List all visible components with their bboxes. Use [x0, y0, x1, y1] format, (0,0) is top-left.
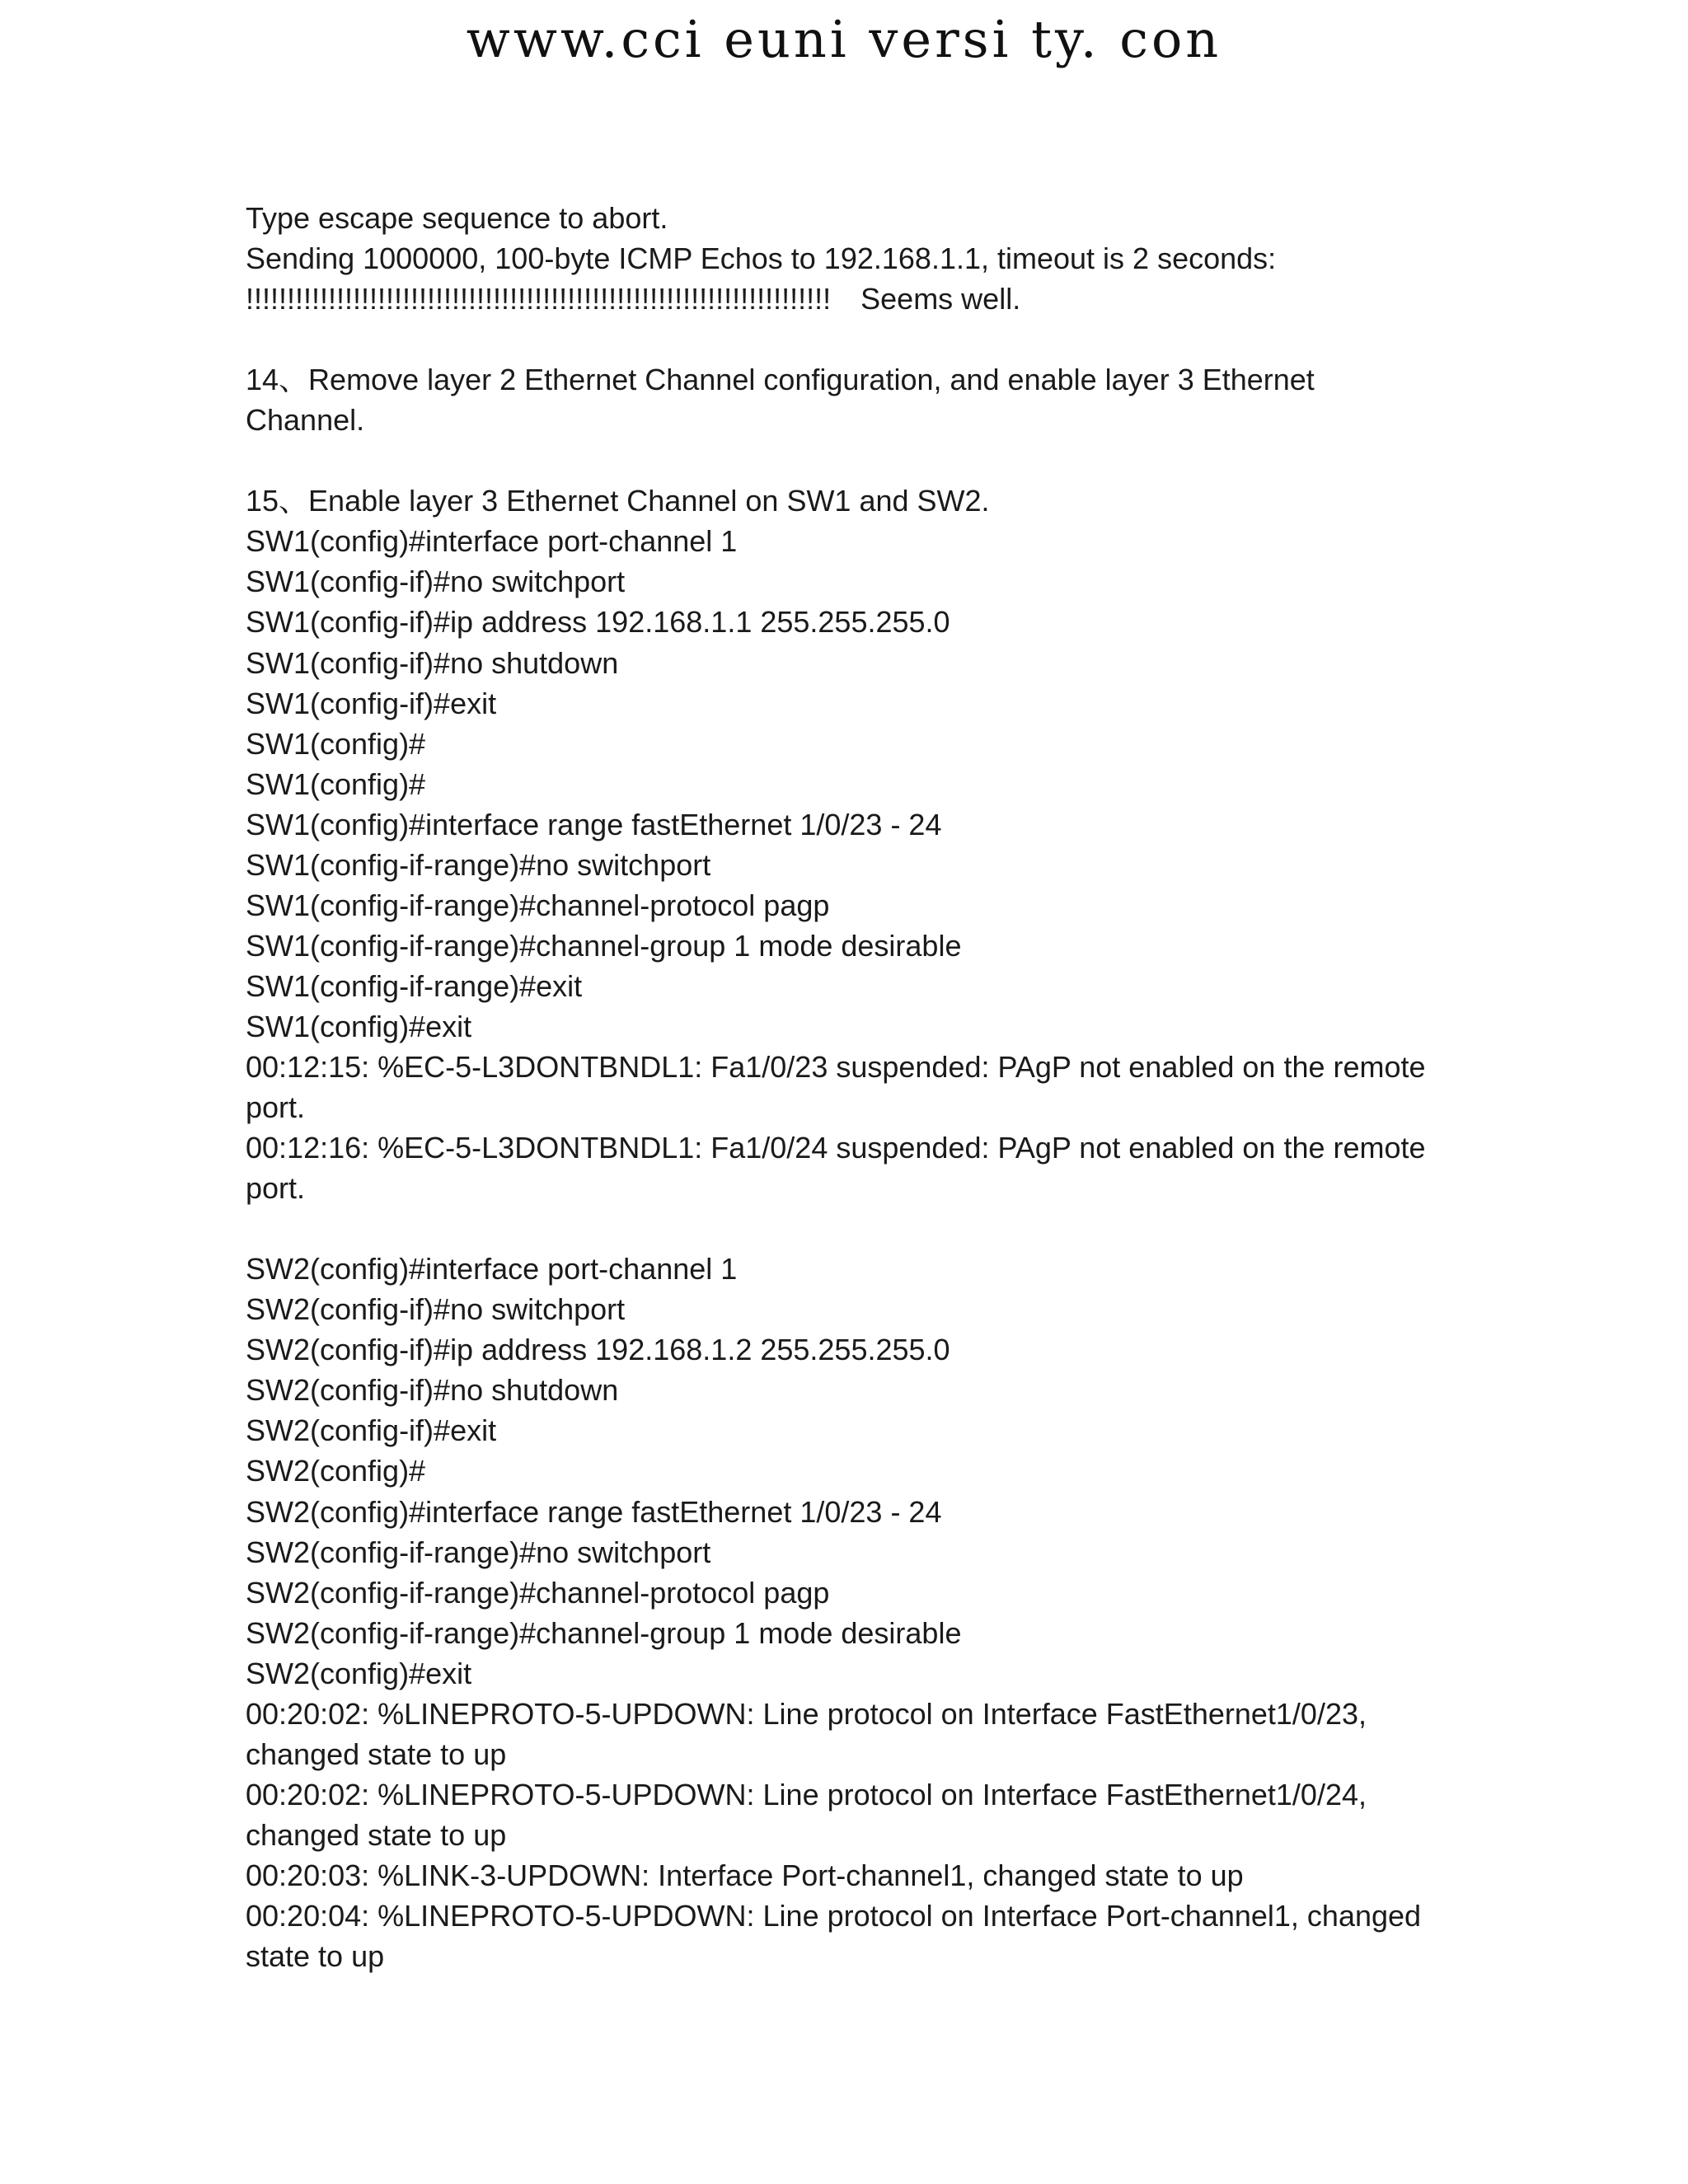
- sw1-config-line: SW1(config-if)#no shutdown: [246, 645, 619, 680]
- sw1-config-line: 00:12:16: %EC-5-L3DONTBNDL1: Fa1/0/24 suspended: PAgP not enabled on the remote: [246, 1131, 1426, 1165]
- sw2-config-line: SW2(config-if)#exit: [246, 1413, 497, 1448]
- sw2-config-block: [246, 1249, 1465, 1976]
- sw2-config-line: changed state to up: [246, 1736, 507, 1771]
- step15-title: 15、Enable layer 3 Ethernet Channel on SW1 and SW2.: [246, 484, 990, 518]
- ping-bangs: !!!!!!!!!!!!!!!!!!!!!!!!!!!!!!!!!!!!!!!!!!!!!!!!!!!!!!!!!!!!!!!!!!!!!!!: [246, 282, 832, 316]
- sw2-config-line: 00:20:02: %LINEPROTO-5-UPDOWN: Line protocol on Interface FastEthernet1/0/24,: [246, 1777, 1367, 1811]
- step14-line1: 14、Remove layer 2 Ethernet Channel configuration, and enable layer 3 Ethernet: [246, 363, 1315, 397]
- sw1-config-line: SW1(config)#exit: [246, 1009, 472, 1043]
- sw2-config-line: 00:20:03: %LINK-3-UPDOWN: Interface Port-channel1, changed state to up: [246, 1858, 1244, 1892]
- sw2-config-line: SW2(config)#interface range fastEthernet 1/0/23 - 24: [246, 1494, 942, 1529]
- sw2-config-line: state to up: [246, 1939, 385, 1974]
- sw1-config-line: SW1(config)#: [246, 726, 426, 761]
- sw2-config-line: SW2(config)#exit: [246, 1656, 472, 1690]
- sw1-config-line: 00:12:15: %EC-5-L3DONTBNDL1: Fa1/0/23 suspended: PAgP not enabled on the remote: [246, 1049, 1426, 1084]
- sw1-config-line: SW1(config-if)#no switchport: [246, 565, 626, 599]
- sw2-config-line: SW2(config-if-range)#channel-protocol pagp: [246, 1575, 830, 1610]
- sw2-config-line: SW2(config)#interface port-channel 1: [246, 1252, 738, 1286]
- sw1-config-line: SW1(config-if-range)#channel-protocol pagp: [246, 888, 830, 922]
- sw1-config-line: SW1(config)#: [246, 766, 426, 801]
- sw1-config-line: SW1(config)#interface range fastEthernet 1/0/23 - 24: [246, 807, 942, 841]
- sw1-config-line: port.: [246, 1090, 306, 1125]
- sw2-config-line: SW2(config-if)#ip address 192.168.1.2 255.255.255.0: [246, 1333, 950, 1367]
- ping-abort-line: Type escape sequence to abort.: [246, 201, 668, 235]
- ping-result-line: [246, 279, 1465, 319]
- sw1-config-line: SW1(config-if-range)#channel-group 1 mode desirable: [246, 928, 962, 963]
- sw2-config-line: SW2(config-if-range)#channel-group 1 mode desirable: [246, 1615, 962, 1650]
- sw1-config-line: SW1(config-if)#exit: [246, 686, 497, 720]
- sw2-config-line: SW2(config-if-range)#no switchport: [246, 1535, 711, 1569]
- ping-note: Seems well.: [860, 282, 1021, 316]
- step14-line2: Channel.: [246, 403, 365, 438]
- sw1-config-line: SW1(config)#interface port-channel 1: [246, 524, 738, 559]
- sw2-config-line: SW2(config-if)#no shutdown: [246, 1373, 619, 1408]
- sw2-config-line: changed state to up: [246, 1817, 507, 1852]
- sw1-config-line: port.: [246, 1171, 306, 1206]
- ping-sending-line: Sending 1000000, 100-byte ICMP Echos to 192.168.1.1, timeout is 2 seconds:: [246, 241, 1277, 276]
- site-header: www.cci euni versi ty. con: [466, 9, 1222, 69]
- sw1-config-line: SW1(config-if)#ip address 192.168.1.1 255.255.255.0: [246, 605, 950, 640]
- sw1-config-line: SW1(config-if-range)#no switchport: [246, 847, 711, 882]
- sw2-config-line: SW2(config-if)#no switchport: [246, 1292, 626, 1327]
- sw2-config-line: 00:20:04: %LINEPROTO-5-UPDOWN: Line protocol on Interface Port-channel1, changed: [246, 1898, 1422, 1933]
- document-body: [246, 198, 1465, 1976]
- sw1-config-line: SW1(config-if-range)#exit: [246, 968, 583, 1003]
- sw2-config-line: SW2(config)#: [246, 1454, 426, 1488]
- sw2-config-line: 00:20:02: %LINEPROTO-5-UPDOWN: Line protocol on Interface FastEthernet1/0/23,: [246, 1696, 1367, 1731]
- sw1-config-block: [246, 521, 1465, 1208]
